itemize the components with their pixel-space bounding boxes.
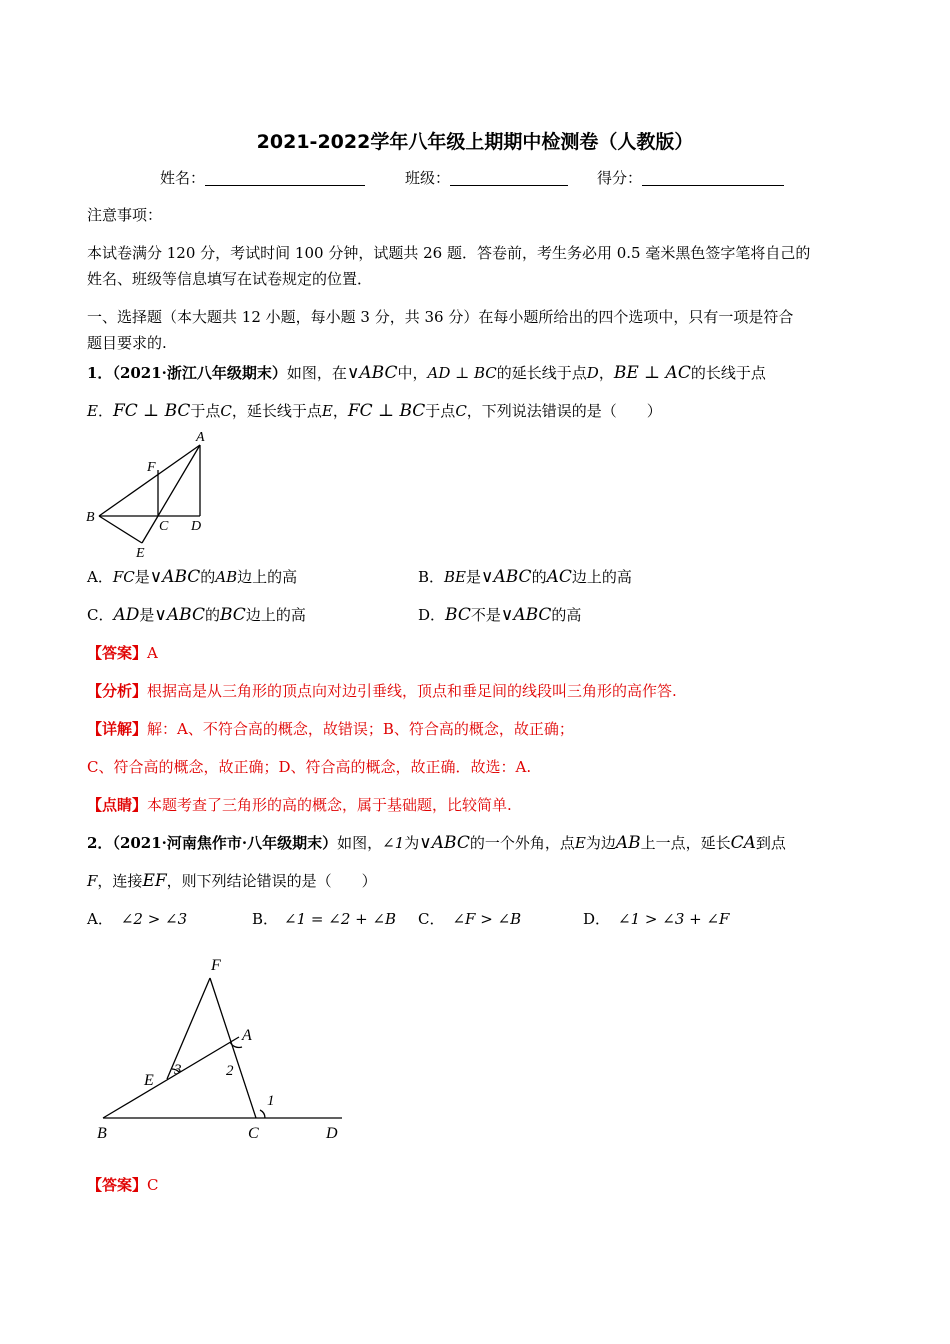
q1-label-e: E <box>136 546 145 561</box>
notice-heading: 注意事项： <box>87 206 163 224</box>
option-text: 边上的高 <box>571 568 632 586</box>
option-text: 不是 <box>470 606 501 624</box>
q1-point-c: C <box>455 402 467 420</box>
q1-label-f: F <box>147 460 156 475</box>
answer-value: C <box>147 1176 159 1194</box>
option-label: C． <box>87 606 114 624</box>
option-text: 的 <box>531 568 547 586</box>
notice-line-1: 本试卷满分 120 分，考试时间 100 分钟，试题共 26 题．答卷前，考生务必用 0.5 毫米黑色签字笔将自己的 <box>87 244 811 262</box>
q2-source: （2021·河南焦作市·八年级期末） <box>112 834 338 852</box>
option-label: B． <box>252 910 279 928</box>
q1-comment <box>87 794 512 816</box>
option-math: ∨ABC <box>481 567 532 587</box>
class-field <box>405 167 568 188</box>
q2-label-c: C <box>248 1125 259 1142</box>
q2-angle-1-arc <box>260 1110 265 1118</box>
option-math: ∨ABC <box>500 605 552 625</box>
q2-side-ab: AB <box>615 833 641 853</box>
q1-figure <box>80 425 220 565</box>
q1-label-b: B <box>86 510 95 525</box>
q1-line-ba <box>99 445 200 516</box>
option-math: AD <box>113 605 140 625</box>
q1-answer <box>87 642 158 664</box>
option-math: ∨ABC <box>149 567 201 587</box>
name-label: 姓名： <box>160 169 206 187</box>
q1-text: 于点 <box>190 402 221 420</box>
q2-segment-ef: EF <box>142 871 167 891</box>
option-text: 是 <box>134 568 150 586</box>
q1-text: 中， <box>397 364 428 382</box>
q1-detail-2: C、符合高的概念，故正确；D、符合高的概念，故正确．故选：A. <box>87 758 532 776</box>
q2-answer <box>87 1174 159 1196</box>
q2-text: 为边 <box>585 834 616 852</box>
q2-option-c[interactable] <box>418 908 521 930</box>
class-label: 班级： <box>405 169 451 187</box>
option-math: BC <box>445 605 471 625</box>
answer-tag: 【答案】 <box>87 1176 148 1194</box>
answer-value: A <box>147 644 158 662</box>
q2-line-fc <box>210 978 256 1118</box>
q2-stem-line-1 <box>87 832 786 854</box>
q1-be-perp-ac: BE ⊥ AC <box>613 363 691 383</box>
q2-text: 如图， <box>337 834 383 852</box>
option-math: ∨ABC <box>154 605 205 625</box>
q2-label-f: F <box>211 957 221 974</box>
section1-line-1: 一、选择题（本大题共 12 小题，每小题 3 分，共 36 分）在每小题所给出的四个选项中，只有一项是符合 <box>87 308 794 326</box>
class-blank <box>450 170 568 186</box>
q2-label-a: A <box>242 1027 252 1044</box>
score-field <box>597 167 784 188</box>
q2-label-d: D <box>326 1125 338 1142</box>
q2-label-e: E <box>144 1072 154 1089</box>
option-label: A． <box>87 568 113 586</box>
q1-label-d: D <box>191 519 202 534</box>
q2-text: ，则下列结论错误的是（ ） <box>166 872 377 890</box>
q2-point-e: E <box>574 834 586 852</box>
option-math: AC <box>546 567 572 587</box>
comment-tag: 【点睛】 <box>87 796 148 814</box>
q1-text: ， <box>598 364 614 382</box>
score-label: 得分： <box>597 169 643 187</box>
q2-label-2: 2 <box>226 1063 234 1079</box>
q1-triangle: ∨ABC <box>346 363 398 383</box>
q1-fc-perp-bc: FC ⊥ BC <box>112 401 191 421</box>
answer-tag: 【答案】 <box>87 644 148 662</box>
option-math: BE <box>444 568 467 586</box>
q1-detail-1 <box>87 718 574 740</box>
q1-stem-line-1 <box>87 362 766 384</box>
option-label: D． <box>418 606 446 624</box>
comment-text: 本题考查了三角形的高的概念，属于基础题，比较简单. <box>147 796 512 814</box>
q1-text: ． <box>97 402 113 420</box>
q2-option-d[interactable] <box>583 908 729 930</box>
detail-text: 解：A、不符合高的概念，故错误；B、符合高的概念，故正确； <box>147 720 574 738</box>
analysis-text: 根据高是从三角形的顶点向对边引垂线，顶点和垂足间的线段叫三角形的高作答. <box>147 682 677 700</box>
q2-side-ca: CA <box>730 833 756 853</box>
q1-text: ， <box>332 402 348 420</box>
option-math: BC <box>219 605 246 625</box>
q1-fc-perp-bc: FC ⊥ BC <box>347 401 426 421</box>
analysis-tag: 【分析】 <box>87 682 148 700</box>
q1-option-d[interactable] <box>418 604 581 626</box>
q1-label-c: C <box>159 519 169 534</box>
name-blank <box>205 170 365 186</box>
q2-text: 上一点，延长 <box>640 834 731 852</box>
q1-label-a: A <box>196 430 205 445</box>
q2-number: 2． <box>87 834 113 852</box>
q2-figure <box>90 945 360 1145</box>
q2-angle-1: ∠1 <box>382 834 405 852</box>
option-text: 的 <box>200 568 216 586</box>
q1-ad-perp-bc: AD ⊥ BC <box>427 364 497 382</box>
q2-triangle: ∨ABC <box>419 833 470 853</box>
q1-number: 1． <box>87 364 113 382</box>
q1-line-be <box>99 516 142 543</box>
option-label: C． <box>418 910 445 928</box>
q1-text: 于点 <box>425 402 456 420</box>
q1-point-e: E <box>321 402 333 420</box>
section1-line-2: 题目要求的. <box>87 334 167 352</box>
name-field <box>160 167 365 188</box>
option-math: FC <box>112 568 135 586</box>
q1-text: 的长线于点 <box>690 364 766 382</box>
q2-text: ，连接 <box>97 872 143 890</box>
option-text: 边上的高 <box>245 606 306 624</box>
option-text: 是 <box>466 568 482 586</box>
option-text: 是 <box>139 606 155 624</box>
option-text: 的高 <box>551 606 582 624</box>
option-label: B． <box>418 568 445 586</box>
q1-point-e: E <box>87 402 98 420</box>
q2-label-1: 1 <box>267 1093 275 1109</box>
option-math: ∠1 = ∠2 + ∠B <box>284 910 397 928</box>
option-math: ∠2 > ∠3 <box>120 910 188 928</box>
q1-line-ec <box>142 516 158 543</box>
q2-option-b[interactable] <box>252 908 396 930</box>
detail-tag: 【详解】 <box>87 720 148 738</box>
option-math: AB <box>215 568 238 586</box>
notice-line-2: 姓名、班级等信息填写在试卷规定的位置． <box>87 270 373 288</box>
q2-label-3: 3 <box>174 1062 182 1078</box>
q1-point-d: D <box>586 364 599 382</box>
q1-text: 的延长线于点 <box>496 364 587 382</box>
q1-option-a[interactable] <box>87 566 297 588</box>
q2-text: 的一个外角，点 <box>469 834 575 852</box>
option-text: 的 <box>204 606 220 624</box>
option-label: D． <box>583 910 611 928</box>
q2-text: 为 <box>404 834 420 852</box>
page-title: 2021-2022学年八年级上期期中检测卷（人教版） <box>256 131 694 153</box>
option-math: ∠F > ∠B <box>452 910 522 928</box>
q1-analysis <box>87 680 677 702</box>
q2-point-f: F <box>87 872 98 890</box>
score-blank <box>642 170 784 186</box>
q1-stem-line-2 <box>87 400 662 422</box>
q1-option-b[interactable] <box>418 566 632 588</box>
q1-line-ac <box>158 445 200 516</box>
q2-label-b: B <box>97 1125 107 1142</box>
q2-stem-line-2 <box>87 870 377 892</box>
q1-point-c: C <box>220 402 232 420</box>
option-text: 边上的高 <box>237 568 298 586</box>
q2-line-ba <box>103 1037 239 1118</box>
q1-text: ，延长线于点 <box>231 402 322 420</box>
option-label: A． <box>87 910 113 928</box>
q1-source: （2021·浙江八年级期末） <box>112 364 287 382</box>
q2-option-a[interactable] <box>87 908 187 930</box>
q1-text: 如图，在 <box>286 364 347 382</box>
q1-text: ，下列说法错误的是（ ） <box>466 402 662 420</box>
option-math: ∠1 > ∠3 + ∠F <box>618 910 730 928</box>
q2-text: 到点 <box>755 834 786 852</box>
q1-option-c[interactable] <box>87 604 306 626</box>
